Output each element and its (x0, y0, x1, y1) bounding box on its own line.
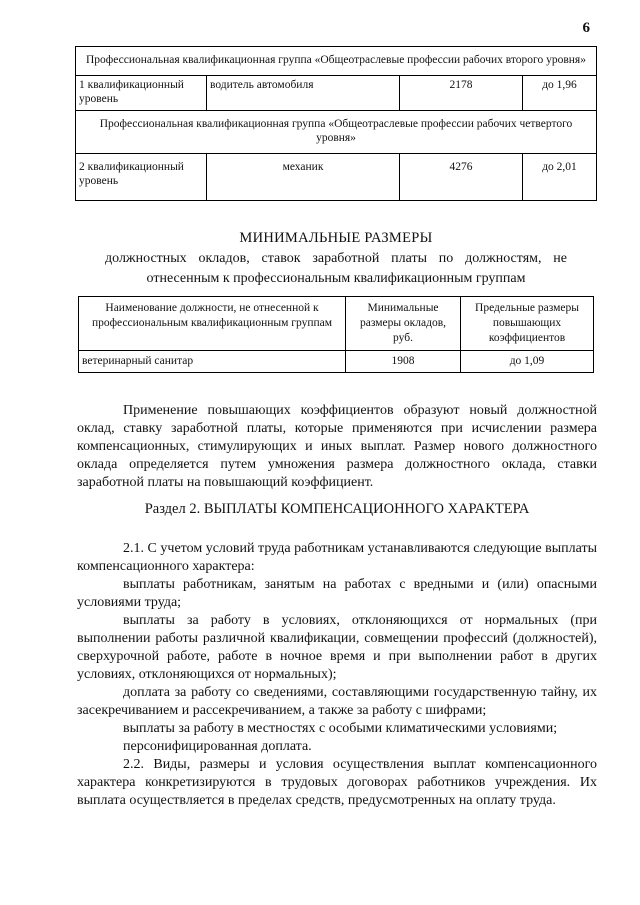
coefficient-paragraph (77, 402, 597, 492)
list-item: 2.1. С учетом условий труда работникам устанавливаются следующие выплаты компенсационного характера: (77, 541, 597, 574)
paragraph-text: Применение повышающих коэффициентов образуют новый должностной оклад, ставку заработной платы, которые применяются при исчислении размера компенсационных, стимулирующих и иных выплат. Размер нового должностного оклада определяется путем умножения размера должностного оклада, ставки заработной платы на повышающий коэффициент. (77, 403, 597, 490)
list-item: выплаты за работу в местностях с особыми климатическими условиями; (123, 721, 558, 736)
table-row (76, 154, 597, 201)
coefficient-cell: до 2,01 (523, 154, 597, 201)
position-cell: механик (207, 154, 400, 201)
qualification-level-cell: 1 квалификационный уровень (76, 76, 207, 111)
group-header: Профессиональная квалификационная группа «Общеотраслевые профессии рабочих четвертого уровня» (76, 111, 597, 154)
list-item: выплаты работникам, занятым на работах с вредными и (или) опасными условиями труда; (77, 577, 597, 610)
column-header: Минимальные размеры окладов, руб. (346, 297, 461, 351)
list-item: персонифицированная доплата. (123, 739, 312, 754)
coefficient-cell: до 1,96 (523, 76, 597, 111)
column-header: Предельные размеры повышающих коэффициентов (461, 297, 594, 351)
page-number: 6 (582, 20, 590, 36)
section-title: Раздел 2. ВЫПЛАТЫ КОМПЕНСАЦИОННОГО ХАРАКТЕРА (144, 501, 530, 517)
table-header-row (79, 297, 594, 351)
salary-cell: 2178 (400, 76, 523, 111)
coefficient-cell: до 1,09 (461, 351, 594, 373)
section-heading: МИНИМАЛЬНЫЕ РАЗМЕРЫ (239, 230, 433, 246)
list-item: доплата за работу со сведениями, составляющими государственную тайну, их засекречиванием и рассекречиванием, а также за работу с шифрами; (77, 685, 597, 718)
qualification-groups-table (75, 46, 597, 201)
column-header: Наименование должности, не отнесенной к профессиональным квалификационным группам (79, 297, 346, 351)
salary-cell: 1908 (346, 351, 461, 373)
list-item: выплаты за работу в условиях, отклоняющихся от нормальных (при выполнении работы различной квалификации, совмещении профессий (должностей), сверхурочной работе, работе в ночное время и при выполнении работ в других условиях, отклоняющихся от нормальных); (77, 613, 597, 682)
table-row (76, 76, 597, 111)
qualification-level-cell: 2 квалификационный уровень (76, 154, 207, 201)
unclassified-positions-table (78, 296, 594, 373)
list-item: 2.2. Виды, размеры и условия осуществления выплат компенсационного характера конкретизируются в трудовых договорах работников учреждения. Их выплата осуществляется в пределах средств, предусмотренных на оплату труда. (77, 757, 597, 808)
section-subheading: должностных окладов, ставок заработной платы по должностям, не отнесенным к профессиональным квалификационным группам (105, 251, 567, 286)
group-header: Профессиональная квалификационная группа «Общеотраслевые профессии рабочих второго уровня» (76, 47, 597, 76)
position-cell: ветеринарный санитар (79, 351, 346, 373)
table-row (79, 351, 594, 373)
salary-cell: 4276 (400, 154, 523, 201)
position-cell: водитель автомобиля (207, 76, 400, 111)
compensation-list (77, 540, 597, 810)
